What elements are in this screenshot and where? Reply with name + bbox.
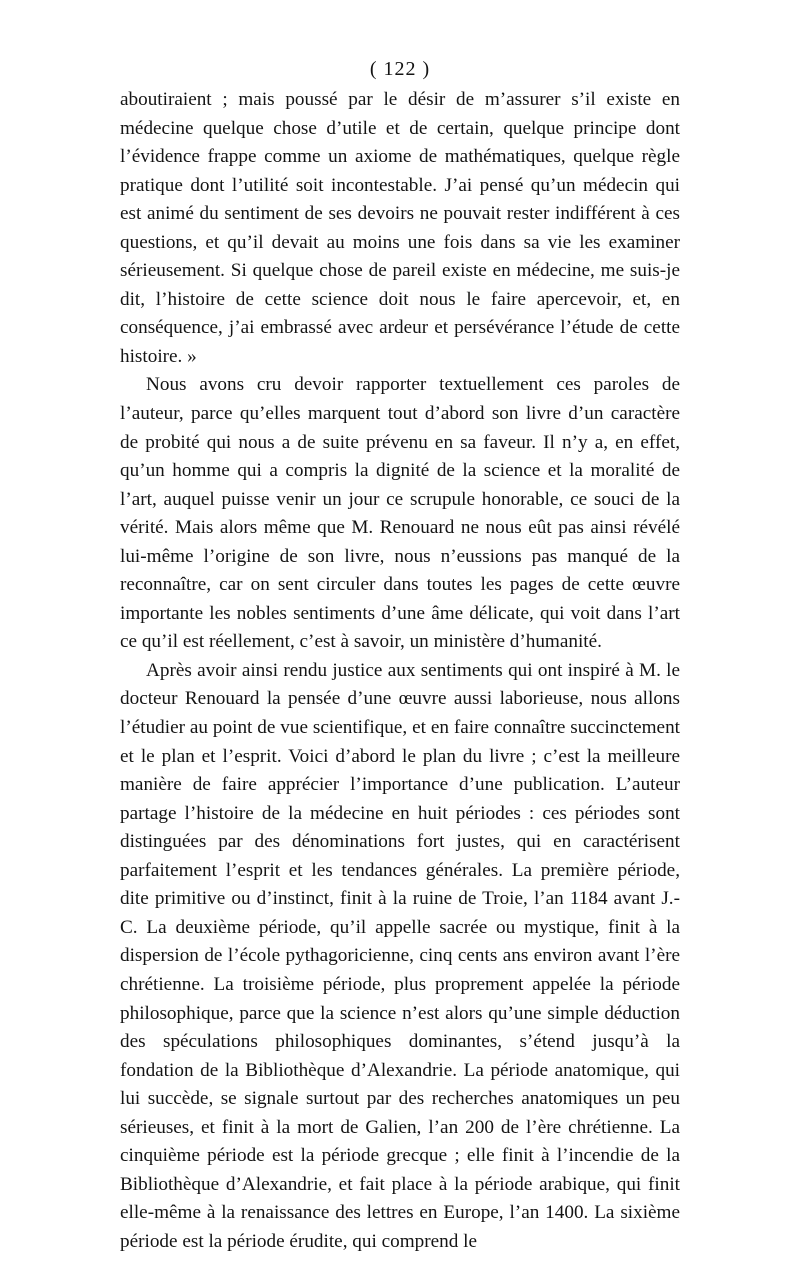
page-number: ( 122 ) — [369, 58, 431, 80]
paragraph-author-probity: Nous avons cru devoir rapporter textuellement ces paroles de l’auteur, parce qu’elles marquent tout d’abord son livre d’un caractère de probité qui nous a de suite prévenu en sa faveur. Il n’y a, en effet, qu’un homme qui a compris la dignité de la science et la moralité de l’art, auquel puisse venir un jour ce scrupule honorable, ce souci de la vérité. Mais alors même que M. Renouard ne nous eût pas ainsi révélé lui-même l’origine de son livre, nous n’eussions pas manqué de la reconnaître, car on sent circuler dans toutes les pages de cette œuvre importante les nobles sentiments d’une âme délicate, qui voit dans l’art ce qu’il est réellement, c’est à savoir, un ministère d’humanité. — [120, 374, 680, 653]
paragraph-quote-continuation: aboutiraient ; mais poussé par le désir de m’assurer s’il existe en médecine quelque chose d’utile et de certain, quelque principe dont l’évidence frappe comme un axiome de mathématiques, quelque règle pratique dont l’utilité soit incontestable. J’ai pensé qu’un médecin qui est animé du sentiment de ses devoirs ne pouvait rester indifférent à ces questions, et qu’il devait au moins une fois dans sa vie les examiner sérieusement. Si quelque chose de pareil existe en médecine, me suis-je dit, l’histoire de cette science doit nous le faire apercevoir, et, en conséquence, j’ai embrassé avec ardeur et persévérance l’étude de cette histoire. » — [120, 89, 680, 367]
body-text — [120, 86, 680, 1256]
paragraph-periods-of-medicine: Après avoir ainsi rendu justice aux sentiments qui ont inspiré à M. le docteur Renouard la pensée d’une œuvre aussi laborieuse, nous allons l’étudier au point de vue scientifique, et en faire connaître succinctement et le plan et l’esprit. Voici d’abord le plan du livre ; c’est la meilleure manière de faire apprécier l’importance d’une publication. L’auteur partage l’histoire de la médecine en huit périodes : ces périodes sont distinguées par des dénominations fort justes, qui en caractérisent parfaitement l’esprit et les tendances générales. La première période, dite primitive ou d’instinct, finit à la ruine de Troie, l’an 1184 avant J.-C. La deuxième période, qu’il appelle sacrée ou mystique, finit à la dispersion de l’école pythagoricienne, cinq cents ans environ avant l’ère chrétienne. La troisième période, plus proprement appelée la période philosophique, parce que la science n’est alors qu’une simple déduction des spéculations philosophiques dominantes, s’étend jusqu’à la fondation de la Bibliothèque d’Alexandrie. La période anatomique, qui lui succède, se signale surtout par des recherches anatomiques un peu sérieuses, et finit à la mort de Galien, l’an 200 de l’ère chrétienne. La cinquième période est la période grecque ; elle finit à l’incendie de la Bibliothèque d’Alexandrie, et fait place à la période arabique, qui finit elle-même à la renaissance des lettres en Europe, l’an 1400. La sixième période est la période érudite, qui comprend le — [120, 659, 680, 1252]
